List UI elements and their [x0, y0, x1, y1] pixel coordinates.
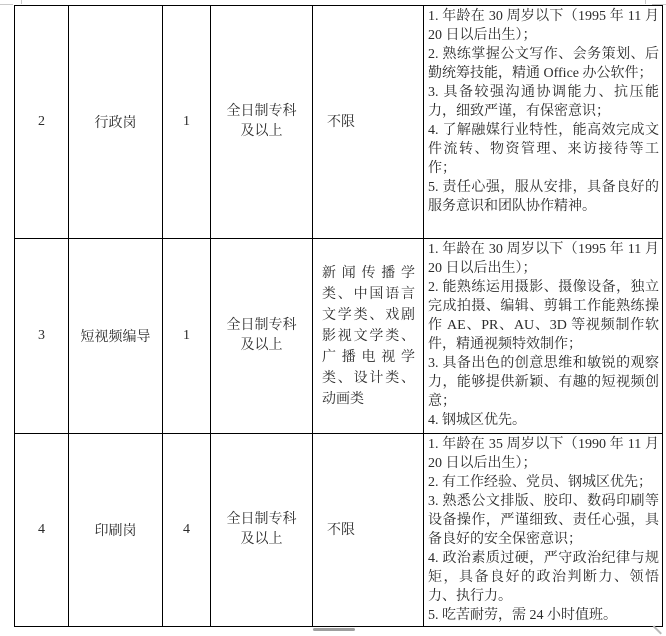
cell-headcount: 1 [163, 239, 211, 434]
cell-row-number: 2 [15, 6, 69, 239]
requirement-item: 2. 能熟练运用摄影、摄像设备，独立完成拍摄、编辑、剪辑工作能熟练操作 AE、PR、AU、3D 等视频制作软件，精通视频特效制作； [428, 280, 659, 352]
cell-education [211, 239, 313, 434]
requirement-item: 3. 具备出色的创意思维和敏锐的观察力，能够提供新颖、有趣的短视频创意； [428, 356, 659, 409]
education-text: 全日制专科及以上 [226, 104, 297, 139]
requirement-item: 5. 吃苦耐劳，需 24 小时值班。 [428, 608, 617, 623]
margin-guide-mark [645, 0, 646, 4]
cell-major: 新闻传播学类、中国语言文学类、戏剧影视文学类、广播电视学类、设计类、动画类 [313, 239, 424, 434]
major-text: 不限 [327, 114, 355, 130]
table-resize-handle[interactable] [313, 628, 355, 631]
cell-major [313, 434, 424, 627]
education-text: 全日制专科及以上 [226, 512, 297, 547]
table-row [15, 239, 663, 434]
cell-position-name: 印刷岗 [69, 434, 163, 627]
cell-position-name: 行政岗 [69, 6, 163, 239]
major-text: 不限 [327, 522, 355, 538]
cell-requirements [424, 239, 663, 434]
cell-education [211, 6, 313, 239]
cell-row-number: 3 [15, 239, 69, 434]
requirement-item: 1. 年龄在 30 周岁以下（1995 年 11 月 20 日以后出生）； [428, 242, 659, 276]
education-text: 全日制专科及以上 [226, 318, 297, 353]
recruitment-positions-table [14, 5, 663, 627]
requirement-item: 4. 钢城区优先。 [428, 413, 526, 428]
requirement-item: 3. 具备较强沟通协调能力、抗压能力，细致严谨，有保密意识； [428, 85, 659, 119]
cell-major [313, 6, 424, 239]
cell-position-name: 短视频编导 [69, 239, 163, 434]
cell-headcount: 1 [163, 6, 211, 239]
margin-guide-mark [21, 0, 22, 4]
cell-headcount: 4 [163, 434, 211, 627]
requirement-item: 1. 年龄在 35 周岁以下（1990 年 11 月 20 日以后出生）； [428, 437, 659, 471]
requirement-item: 2. 熟练掌握公文写作、会务策划、后勤统筹技能，精通 Office 办公软件； [428, 47, 659, 81]
cell-row-number: 4 [15, 434, 69, 627]
requirement-item: 1. 年龄在 30 周岁以下（1995 年 11 月 20 日以后出生）； [428, 9, 659, 43]
table-row [15, 434, 663, 627]
requirement-item: 3. 熟悉公文排版、胶印、数码印刷等设备操作，严谨细致、责任心强，具备良好的安全保密意识； [428, 494, 659, 547]
cell-requirements [424, 434, 663, 627]
requirement-item: 5. 责任心强，服从安排，具备良好的服务意识和团队协作精神。 [428, 180, 659, 214]
table-row [15, 6, 663, 239]
margin-guide-mark [0, 4, 13, 5]
requirement-item: 2. 有工作经验、党员、钢城区优先； [428, 475, 652, 490]
cell-requirements [424, 6, 663, 239]
cell-education [211, 434, 313, 627]
requirement-item: 4. 政治素质过硬，严守政治纪律与规矩，具备良好的政治判断力、领悟力、执行力。 [428, 551, 659, 604]
requirement-item: 4. 了解融媒行业特性，能高效完成文件流转、物资管理、来访接待等工作； [428, 123, 659, 176]
